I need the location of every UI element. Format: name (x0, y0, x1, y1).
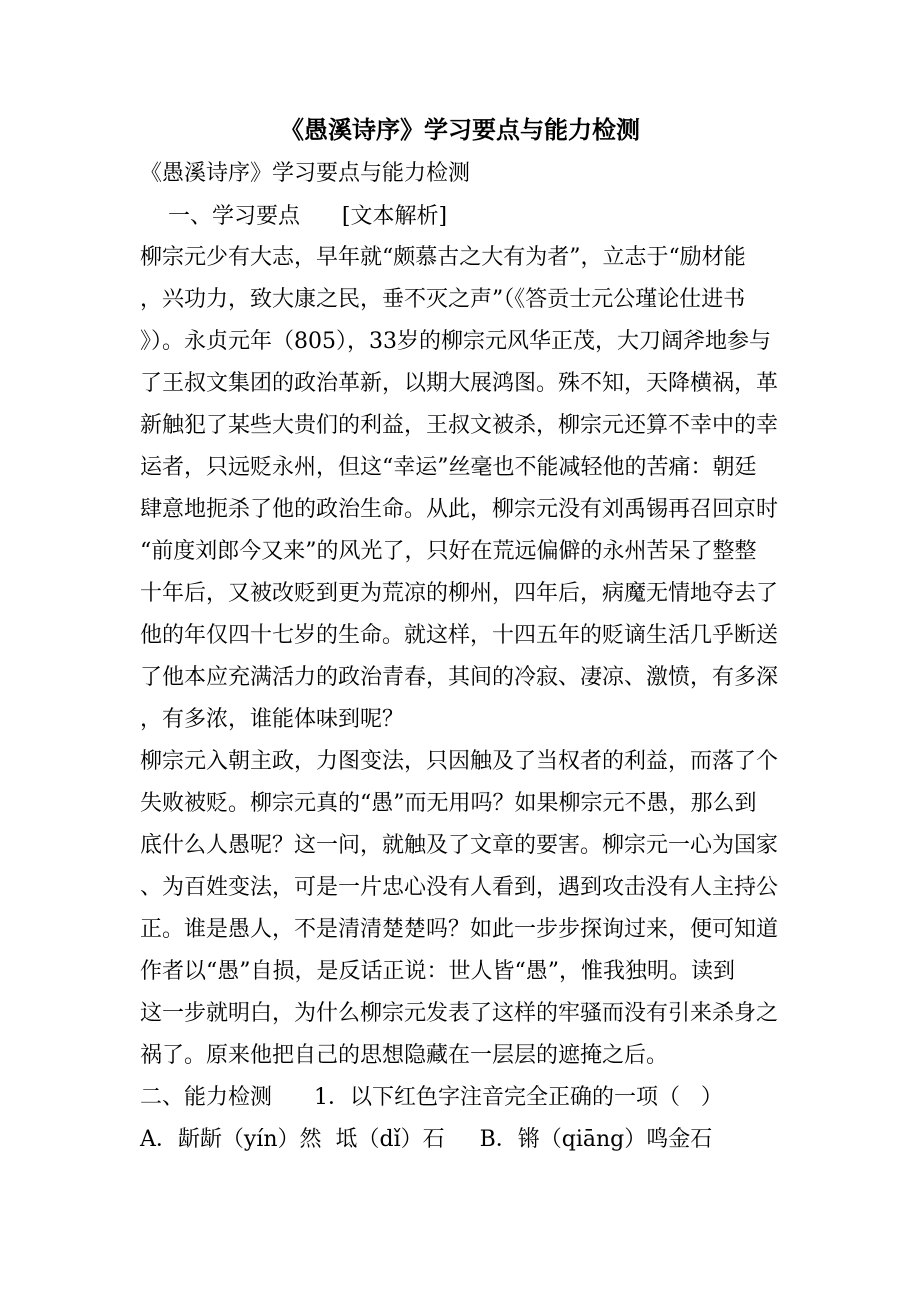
body-text-line: 了他本应充满活力的政治青春，其间的冷寂、凄凉、激愤，有多深 (140, 665, 779, 690)
body-text-line: 柳宗元少有大志，早年就“颇慕古之大有为者”，立志于“励材能 (140, 245, 746, 270)
body-text-line: 他的年仅四十七岁的生命。就这样，十四五年的贬谪生活几乎断送 (140, 623, 779, 648)
body-text-line: 柳宗元入朝主政，力图变法，只因触及了当权者的利益，而落了个 (140, 749, 779, 774)
subtitle-line: 《愚溪诗序》学习要点与能力检测 (140, 161, 471, 186)
body-text-line: 肆意地扼杀了他的政治生命。从此，柳宗元没有刘禹锡再召回京时 (140, 497, 779, 522)
body-text-line: 作者以“愚”自损，是反话正说：世人皆“愚”，惟我独明。读到 (140, 959, 735, 984)
body-text-line: 》）。永贞元年（805），33岁的柳宗元风华正茂，大刀阔斧地参与 (140, 329, 771, 354)
question-heading-line: 二、能力检测 1．以下红色字注音完全正确的一项（ ） (140, 1085, 723, 1110)
body-text-line: 了王叔文集团的政治革新，以期大展鸿图。殊不知，天降横祸，革 (140, 371, 779, 396)
body-text-line: 底什么人愚呢？这一问，就触及了文章的要害。柳宗元一心为国家 (140, 833, 779, 858)
section-heading-line: 一、学习要点 [文本解析] (140, 204, 448, 229)
question-options-line: A．龂龂（yín）然 坻（dǐ）石 B．锵（qiāng）鸣金石 (140, 1127, 713, 1152)
body-text-line: 正。谁是愚人，不是清清楚楚吗？如此一步步探询过来，便可知道 (140, 917, 779, 942)
body-text-line: 运者，只远贬永州，但这“幸运”丝毫也不能减轻他的苦痛：朝廷 (140, 455, 757, 480)
body-text-line: 新触犯了某些大贵们的利益，王叔文被杀，柳宗元还算不幸中的幸 (140, 413, 779, 438)
body-text-line: ，兴功力，致大康之民，垂不灭之声”（《答贡士元公瑾论仕进书 (140, 287, 746, 312)
body-text-line: 、为百姓变法，可是一片忠心没有人看到，遇到攻击没有人主持公 (140, 875, 779, 900)
body-text-line: 这一步就明白，为什么柳宗元发表了这样的牢骚而没有引来杀身之 (140, 1001, 779, 1026)
document-title: 《愚溪诗序》学习要点与能力检测 (280, 115, 640, 144)
body-text-line: 十年后，又被改贬到更为荒凉的柳州，四年后，病魔无情地夺去了 (140, 581, 779, 606)
body-text-line: “前度刘郎今又来”的风光了，只好在荒远偏僻的永州苦呆了整整 (140, 539, 757, 564)
body-text-line: ，有多浓，谁能体味到呢？ (140, 707, 405, 732)
body-text-line: 祸了。原来他把自己的思想隐藏在一层层的遮掩之后。 (140, 1043, 669, 1068)
body-text-line: 失败被贬。柳宗元真的“愚”而无用吗？如果柳宗元不愚，那么到 (140, 791, 757, 816)
